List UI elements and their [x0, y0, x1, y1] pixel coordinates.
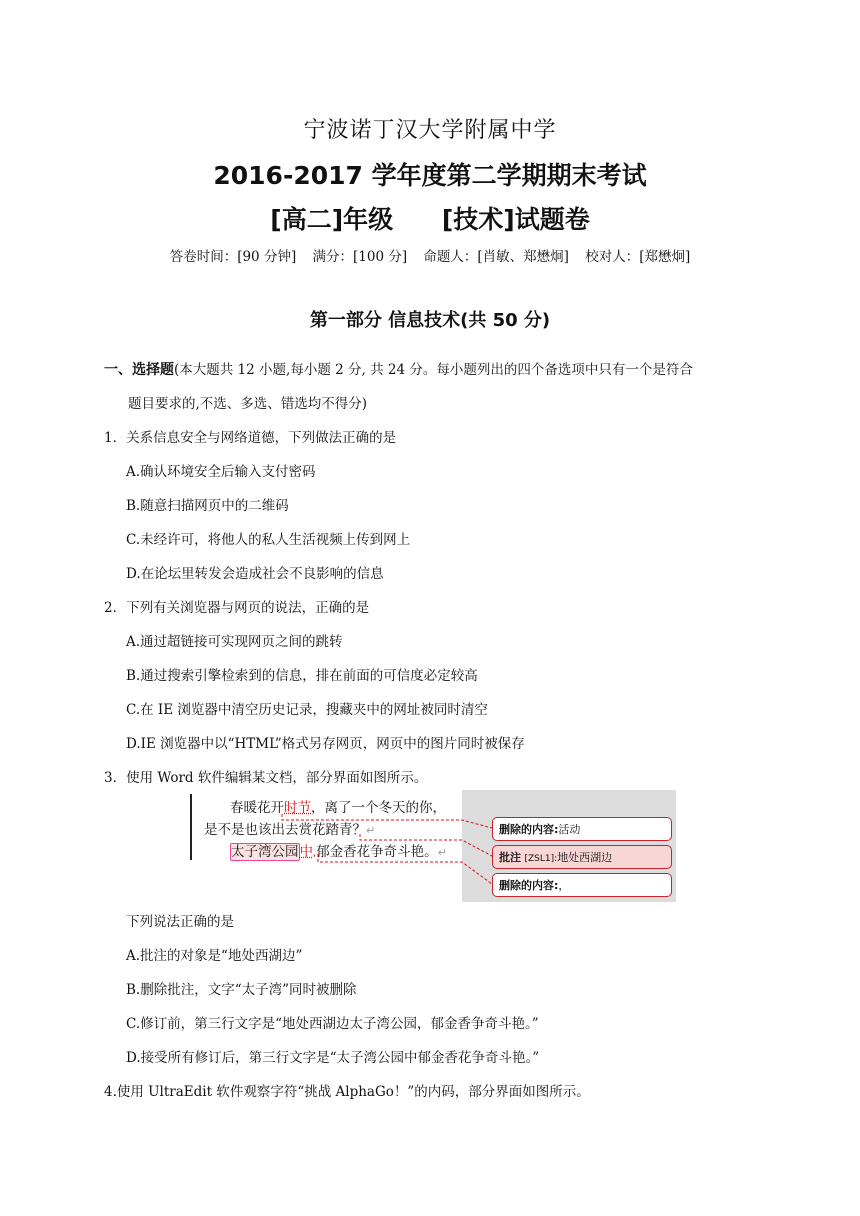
- option: A.批注的对象是“地处西湖边”: [126, 948, 303, 964]
- option: A.通过超链接可实现网页之间的跳转: [126, 634, 343, 650]
- doc-line-2: [204, 818, 375, 838]
- doc-line-1: [230, 796, 446, 816]
- exam-author: 命题人：[肖敏、郑懋炯]: [423, 249, 569, 265]
- doc-line-3: 太子湾公园中,郁金香花争奇斗艳。↵: [231, 844, 447, 860]
- option: C.未经许可，将他人的私人生活视频上传到网上: [126, 532, 411, 548]
- balloon-label: 删除的内容:: [499, 879, 559, 892]
- doc-text: 春暖花开: [230, 800, 284, 816]
- doc-text: ，离了一个冬天的你，: [311, 800, 446, 816]
- balloon-text: 地处西湖边: [557, 851, 613, 864]
- part-title: 第一部分 信息技术(共 50 分): [309, 310, 551, 331]
- section-label: 一、选择题: [104, 362, 174, 378]
- subject-label: [技术]试题卷: [441, 205, 590, 234]
- option: B.随意扫描网页中的二维码: [126, 498, 289, 514]
- exam-checker: 校对人：[郑懋炯]: [585, 249, 691, 265]
- option: C.修订前，第三行文字是“地处西湖边太子湾公园，郁金香争奇斗艳。”: [126, 1016, 539, 1032]
- grade-label: [高二]年级: [270, 205, 394, 234]
- option: B.删除批注，文字“太子湾”同时被删除: [126, 982, 357, 998]
- balloon-label: 删除的内容:: [499, 823, 559, 836]
- section-desc: (本大题共 12 小题,每小题 2 分, 共 24 分。每小题列出的四个备选项中只有一个是符合: [174, 362, 693, 378]
- question-stem: 3．使用 Word 软件编辑某文档，部分界面如图所示。: [104, 770, 428, 786]
- grade-subject-line: [0, 200, 860, 236]
- comment-tag: [ZSL1]:: [524, 854, 558, 864]
- option: C.在 IE 浏览器中清空历史记录，搜藏夹中的网址被同时清空: [126, 702, 488, 718]
- balloon-text: 活动: [558, 823, 581, 836]
- balloon-label: 批注: [499, 851, 521, 864]
- doc-text: 郁金香花争奇斗艳。: [316, 844, 438, 860]
- inserted-text: 时节: [284, 800, 311, 816]
- deletion-balloon: [492, 873, 672, 897]
- school-name: 宁波诺丁汉大学附属中学: [303, 118, 557, 143]
- balloon-text: ，: [558, 879, 570, 892]
- doc-text: 是不是也该出去赏花踏青？: [204, 822, 366, 838]
- section-desc-cont: 题目要求的,不选、多选、错选均不得分): [128, 396, 368, 412]
- paragraph-mark: ↵: [437, 846, 447, 859]
- question-sub: 下列说法正确的是: [126, 914, 234, 930]
- option: D.IE 浏览器中以“HTML”格式另存网页，网页中的图片同时被保存: [126, 736, 525, 752]
- word-screenshot-figure: [190, 790, 676, 902]
- question-stem: 1．关系信息安全与网络道德，下列做法正确的是: [104, 430, 397, 446]
- exam-meta: [0, 245, 860, 265]
- comment-balloon: [492, 845, 672, 869]
- paragraph-mark: ↵: [366, 824, 376, 837]
- exam-time: 答卷时间：[90 分钟]: [169, 249, 297, 265]
- question-stem: 2．下列有关浏览器与网页的说法，正确的是: [104, 600, 370, 616]
- commented-text: 太子湾公园: [231, 844, 299, 860]
- inserted-text: 中: [299, 844, 313, 860]
- question-stem: 4.使用 UltraEdit 软件观察字符“挑战 AlphaGo！”的内码，部分界面如图所示。: [104, 1084, 590, 1100]
- option: A.确认环境安全后输入支付密码: [126, 464, 316, 480]
- section-heading: [104, 358, 693, 379]
- option: D.在论坛里转发会造成社会不良影响的信息: [126, 566, 384, 582]
- deletion-balloon: [492, 817, 672, 841]
- option: D.接受所有修订后，第三行文字是“太子湾公园中郁金香花争奇斗艳。”: [126, 1050, 540, 1066]
- option: B.通过搜索引擎检索到的信息，排在前面的可信度必定较高: [126, 668, 478, 684]
- exam-score: 满分：[100 分]: [312, 249, 408, 265]
- exam-title: 2016-2017 学年度第二学期期末考试: [213, 161, 647, 190]
